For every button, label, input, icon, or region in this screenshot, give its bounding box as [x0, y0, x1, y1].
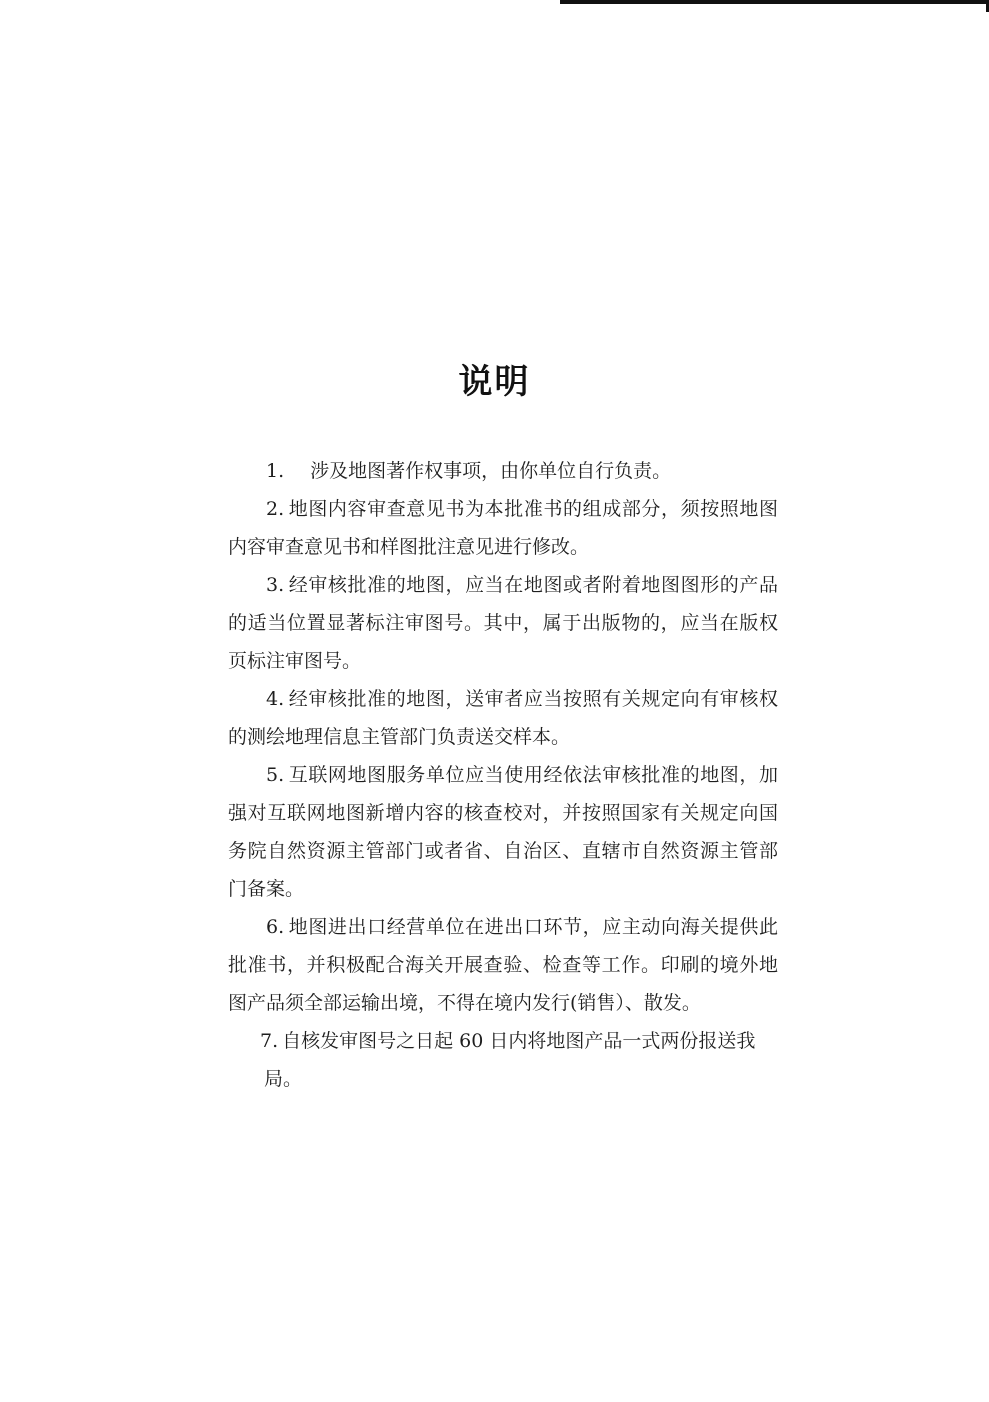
note-number: 4. [266, 688, 285, 710]
note-number: 3. [266, 574, 285, 596]
note-number: 6. [266, 916, 285, 938]
note-text: 地图内容审查意见书为本批准书的组成部分，须按照地图内容审查意见书和样图批注意见进行修改。 [228, 498, 778, 558]
note-text: 经审核批准的地图，应当在地图或者附着地图图形的产品的适当位置显著标注审图号。其中，属于出版物的，应当在版权页标注审图号。 [228, 574, 778, 672]
note-number: 7. [260, 1030, 279, 1052]
note-text: 地图进出口经营单位在进出口环节，应主动向海关提供此批准书，并积极配合海关开展查验、检查等工作。印刷的境外地图产品须全部运输出境，不得在境内发行(销售）、散发。 [228, 916, 778, 1014]
note-item-6 [228, 908, 778, 1022]
note-text: 互联网地图服务单位应当使用经依法审核批准的地图，加强对互联网地图新增内容的核查校对，并按照国家有关规定向国务院自然资源主管部门或者省、自治区、直辖市自然资源主管部门备案。 [228, 764, 778, 900]
note-item-7 [228, 1022, 778, 1098]
note-item-4 [228, 680, 778, 756]
note-number: 1. [266, 460, 285, 482]
note-text: 自核发审图号之日起 60 日内将地图产品一式两份报送我 [282, 1030, 756, 1052]
note-text: 涉及地图著作权事项，由你单位自行负责。 [310, 460, 672, 482]
page-title: 说明 [458, 362, 531, 402]
notes-list [228, 452, 778, 1098]
note-text-end: 局。 [264, 1068, 303, 1090]
note-item-5 [228, 756, 778, 908]
note-item-1 [228, 452, 778, 490]
scan-border-top [560, 0, 989, 4]
note-number: 2. [266, 498, 285, 520]
note-text: 经审核批准的地图，送审者应当按照有关规定向有审核权的测绘地理信息主管部门负责送交样本。 [228, 688, 778, 748]
note-item-2 [228, 490, 778, 566]
note-item-3 [228, 566, 778, 680]
note-number: 5. [266, 764, 285, 786]
